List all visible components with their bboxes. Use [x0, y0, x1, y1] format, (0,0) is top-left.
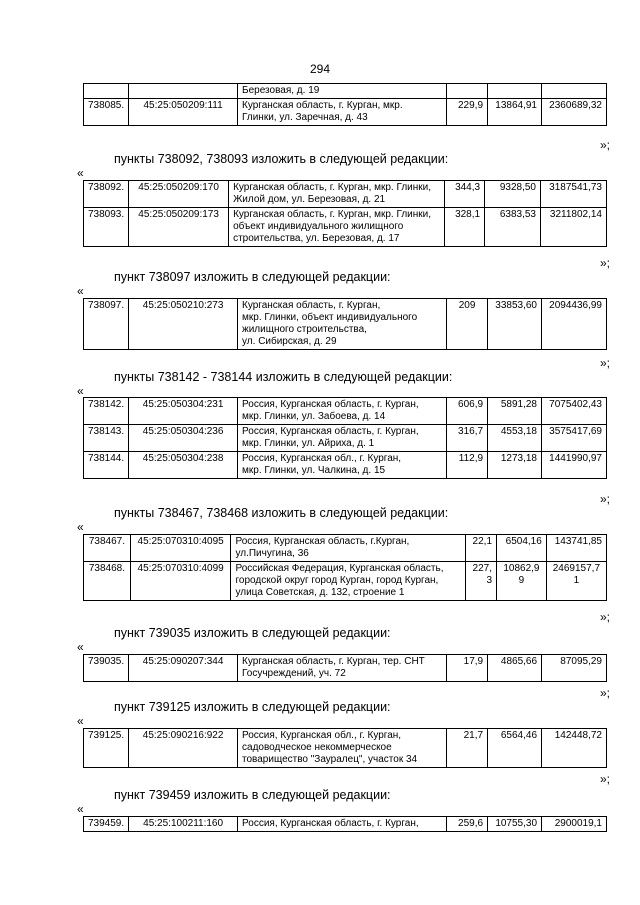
- table-row: [84, 208, 607, 247]
- cell-area: 328,1: [445, 208, 485, 247]
- cell-cadastral: 45:25:090207:344: [129, 655, 238, 682]
- table-row: [84, 562, 607, 601]
- section-heading: пункты 738467, 738468 изложить в следующей редакции:: [114, 506, 449, 520]
- opening-quote: «: [77, 384, 84, 398]
- address-line: Россия, Курганская область, г. Курган,: [242, 426, 419, 437]
- opening-quote: «: [77, 714, 84, 728]
- cell-area: 229,9: [447, 99, 488, 126]
- section-heading: пункт 739035 изложить в следующей редакции:: [114, 626, 391, 640]
- address-line: садоводческое некоммерческое: [242, 742, 392, 753]
- section-heading: пункты 738092, 738093 изложить в следующей редакции:: [114, 152, 449, 166]
- cell-area: 209: [447, 299, 488, 350]
- address-line: Березовая, д. 19: [242, 85, 320, 96]
- cell-price: [488, 84, 542, 99]
- address-line: Россия, Курганская обл., г. Курган,: [242, 453, 402, 464]
- cell-id: 739125.: [84, 729, 129, 768]
- cell-area: 316,7: [447, 425, 488, 452]
- cell-area: [447, 84, 488, 99]
- opening-quote: «: [77, 520, 84, 534]
- table-row: [84, 535, 607, 562]
- cell-id: 738093.: [84, 208, 129, 247]
- address-line: Глинки, ул. Заречная, д. 43: [242, 112, 368, 123]
- cell-id: 738144.: [84, 452, 129, 479]
- address-line: мкр. Глинки, объект индивидуального: [242, 312, 418, 323]
- cell-cadastral: [129, 84, 238, 99]
- address-line: Россия, Курганская область, г. Курган,: [242, 399, 419, 410]
- cell-price: 1273,18: [488, 452, 542, 479]
- cell-price: 5891,28: [488, 398, 542, 425]
- table-row: [84, 181, 607, 208]
- cell-price: 4865,66: [488, 655, 542, 682]
- address-line: Курганская область, г. Курган, мкр. Глинки,: [233, 182, 432, 193]
- cell-area: 606,9: [447, 398, 488, 425]
- cell-id: 739035.: [84, 655, 129, 682]
- table-row: [84, 84, 607, 99]
- cell-cadastral: 45:25:050209:111: [129, 99, 238, 126]
- closing-quote: »;: [599, 686, 610, 700]
- cell-value: 1441990,97: [542, 452, 607, 479]
- table-row: [84, 299, 607, 350]
- cell-area: 259,6: [447, 817, 488, 832]
- cell-value: 2094436,99: [541, 299, 606, 350]
- cell-address: [238, 452, 447, 479]
- closing-quote: »;: [599, 610, 610, 624]
- cell-area: 344,3: [445, 181, 485, 208]
- cell-value: 7075402,43: [542, 398, 607, 425]
- table-row: [84, 452, 607, 479]
- cell-cadastral: 45:25:090216:922: [129, 729, 238, 768]
- address-line: мкр. Глинки, ул. Чалкина, д. 15: [242, 465, 386, 476]
- address-line: Россия, Курганская область, г.Курган,: [235, 536, 410, 547]
- address-line: Россия, Курганская область, г. Курган,: [242, 818, 419, 829]
- table-top: [83, 83, 607, 126]
- cell-value: 2360689,32: [541, 99, 606, 126]
- section-table: [83, 654, 607, 682]
- table-row: [84, 425, 607, 452]
- cell-cadastral: 45:25:050304:231: [129, 398, 238, 425]
- cell-cadastral: 45:25:050210:273: [129, 299, 238, 350]
- section-heading: пункты 738142 - 738144 изложить в следующей редакции:: [114, 370, 453, 384]
- address-line: жилищного строительства,: [242, 324, 367, 335]
- cell-cadastral: 45:25:100211:160: [129, 817, 238, 832]
- address-line: Курганская область, г. Курган, мкр.: [242, 100, 403, 111]
- address-line: Курганская область, г. Курган,: [242, 300, 381, 311]
- address-line: Госучреждений, уч. 72: [242, 668, 346, 679]
- cell-address: [229, 181, 445, 208]
- section-table: [83, 397, 607, 479]
- cell-address: [238, 99, 447, 126]
- cell-id: 739459.: [84, 817, 129, 832]
- cell-price: 6383,53: [485, 208, 541, 247]
- cell-address: [231, 562, 465, 601]
- cell-id: 738467.: [84, 535, 131, 562]
- cell-area: 22,1: [465, 535, 496, 562]
- cell-value: 2900019,1: [542, 817, 607, 832]
- cell-price: 9328,50: [485, 181, 541, 208]
- section-heading: пункт 739125 изложить в следующей редакции:: [114, 700, 391, 714]
- cell-price: 6504,16: [497, 535, 547, 562]
- cell-address: [238, 398, 447, 425]
- cell-id: 738143.: [84, 425, 129, 452]
- table-row: [84, 817, 607, 832]
- opening-quote: «: [77, 284, 84, 298]
- section-table: [83, 298, 607, 350]
- section-heading: пункт 739459 изложить в следующей редакции:: [114, 788, 391, 802]
- address-line: Курганская область, г. Курган, мкр. Глинки,: [233, 209, 432, 220]
- address-line: Жилой дом, ул. Березовая, д. 21: [233, 194, 386, 205]
- table-row: [84, 729, 607, 768]
- cell-cadastral: 45:25:050304:238: [129, 452, 238, 479]
- cell-id: [84, 84, 129, 99]
- page-number: 294: [309, 62, 331, 76]
- cell-address: [231, 535, 465, 562]
- cell-id: 738142.: [84, 398, 129, 425]
- opening-quote: «: [77, 166, 84, 180]
- cell-price: 13864,91: [488, 99, 542, 126]
- cell-cadastral: 45:25:070310:4095: [130, 535, 231, 562]
- address-line: товарищество "Зауралец", участок 34: [242, 754, 418, 765]
- cell-value: 3211802,14: [541, 208, 607, 247]
- cell-value: 87095,29: [542, 655, 607, 682]
- address-line: Россия, Курганская обл., г. Курган,: [242, 730, 402, 741]
- cell-value: 142448,72: [542, 729, 607, 768]
- cell-cadastral: 45:25:070310:4099: [130, 562, 231, 601]
- cell-id: 738468.: [84, 562, 131, 601]
- table-row: [84, 655, 607, 682]
- address-line: улица Советская, д. 132, строение 1: [235, 587, 405, 598]
- closing-quote: »;: [599, 492, 610, 506]
- address-line: объект индивидуального жилищного: [233, 221, 404, 232]
- cell-value: 143741,85: [546, 535, 606, 562]
- closing-quote: »;: [599, 356, 610, 370]
- cell-address: [238, 84, 447, 99]
- section-table: [83, 534, 607, 601]
- table-row: [84, 398, 607, 425]
- cell-value: [541, 84, 606, 99]
- cell-address: [238, 729, 447, 768]
- cell-cadastral: 45:25:050304:236: [129, 425, 238, 452]
- cell-id: 738092.: [84, 181, 129, 208]
- cell-area: 227, 3: [465, 562, 496, 601]
- cell-area: 17,9: [447, 655, 488, 682]
- opening-quote: «: [77, 640, 84, 654]
- cell-price: 10862,9 9: [497, 562, 547, 601]
- cell-address: [238, 655, 447, 682]
- cell-price: 6564,46: [488, 729, 542, 768]
- cell-cadastral: 45:25:050209:173: [129, 208, 229, 247]
- address-line: мкр. Глинки, ул. Забоева, д. 14: [242, 411, 386, 422]
- closing-quote: »;: [599, 138, 610, 152]
- address-line: городской округ город Курган, город Курган,: [235, 575, 439, 586]
- address-line: Российская Федерация, Курганская область,: [235, 563, 444, 574]
- section-table: [83, 180, 607, 247]
- section-heading: пункт 738097 изложить в следующей редакции:: [114, 270, 391, 284]
- section-table: [83, 816, 607, 832]
- address-line: мкр. Глинки, ул. Айриха, д. 1: [242, 438, 375, 449]
- cell-address: [238, 425, 447, 452]
- cell-price: 10755,30: [488, 817, 542, 832]
- cell-value: 3187541,73: [541, 181, 607, 208]
- cell-area: 21,7: [447, 729, 488, 768]
- address-line: ул. Сибирская, д. 29: [242, 336, 337, 347]
- cell-price: 33853,60: [488, 299, 542, 350]
- closing-quote: »;: [599, 772, 610, 786]
- address-line: Курганская область, г. Курган, тер. СНТ: [242, 656, 425, 667]
- cell-id: 738097.: [84, 299, 129, 350]
- cell-address: [238, 817, 447, 832]
- table-row: [84, 99, 607, 126]
- cell-value: 2469157,7 1: [546, 562, 606, 601]
- cell-price: 4553,18: [488, 425, 542, 452]
- section-table: [83, 728, 607, 768]
- cell-id: 738085.: [84, 99, 129, 126]
- cell-address: [229, 208, 445, 247]
- cell-area: 112,9: [447, 452, 488, 479]
- address-line: ул.Пичугина, 36: [235, 548, 309, 559]
- closing-quote: »;: [599, 256, 610, 270]
- address-line: строительства, ул. Березовая, д. 17: [233, 233, 400, 244]
- cell-cadastral: 45:25:050209:170: [129, 181, 229, 208]
- opening-quote: «: [77, 802, 84, 816]
- cell-address: [238, 299, 447, 350]
- cell-value: 3575417,69: [542, 425, 607, 452]
